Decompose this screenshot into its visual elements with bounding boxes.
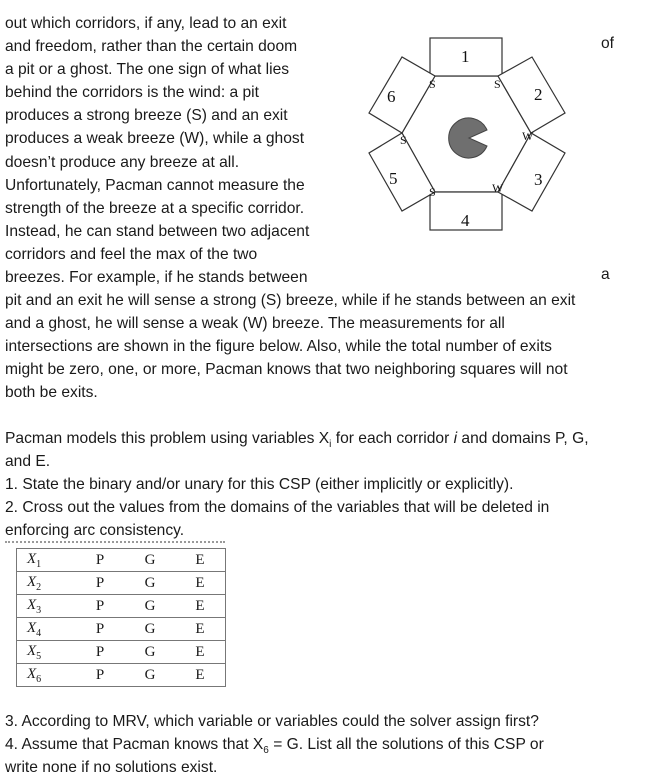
variable-subscript: 3: [36, 604, 42, 616]
text-span: = G. List all the solutions of this CSP or: [268, 736, 544, 754]
domain-value-cell[interactable]: E: [175, 549, 226, 572]
question-4: [5, 733, 544, 756]
domain-value-cell[interactable]: P: [75, 572, 125, 595]
model-paragraph: [5, 427, 589, 542]
breeze-label: W: [522, 129, 534, 143]
text-line: produces a weak breeze (W), while a ghost: [5, 130, 305, 148]
text-line: Unfortunately, Pacman cannot measure the: [5, 176, 305, 194]
text-line: produces a strong breeze (S) and an exit: [5, 107, 288, 125]
corridor-label-2: 2: [534, 85, 543, 104]
text-line: intersections are shown in the figure below. Also, while the total number of exits: [5, 338, 552, 356]
variable-name: X: [27, 642, 37, 659]
subscript: i: [329, 439, 332, 451]
text-line: and freedom, rather than the certain doom: [5, 38, 298, 56]
rest-paragraph: [5, 289, 575, 404]
domain-value-cell[interactable]: G: [125, 664, 175, 687]
corridor-label-6: 6: [387, 87, 396, 106]
question-1: 1. State the binary and/or unary for this CSP (either implicitly or explicitly).: [5, 476, 514, 494]
domain-value-cell[interactable]: E: [175, 641, 226, 664]
variable-name: X: [27, 619, 37, 636]
corridor-label-3: 3: [534, 170, 543, 189]
text-line: behind the corridors is the wind: a pit: [5, 84, 259, 102]
domain-value-cell[interactable]: P: [75, 641, 125, 664]
text-span: for each corridor: [331, 430, 454, 447]
question-2: 2. Cross out the values from the domains of the variables that will be deleted in: [5, 499, 550, 517]
text-line: a pit or a ghost. The one sign of what lies: [5, 61, 290, 79]
text-line: might be zero, one, or more, Pacman knows that two neighboring squares will not: [5, 361, 568, 379]
text-line: out which corridors, if any, lead to an exit: [5, 15, 287, 32]
breeze-label: S: [400, 133, 407, 147]
domain-value-cell[interactable]: E: [175, 595, 226, 618]
text-line: strength of the breeze at a specific corridor.: [5, 199, 305, 217]
text-line: doesn’t produce any breeze at all.: [5, 153, 240, 171]
text-line: both be exits.: [5, 384, 98, 402]
domain-row: [17, 549, 226, 572]
domain-value-cell[interactable]: P: [75, 664, 125, 687]
domain-value-cell[interactable]: G: [125, 618, 175, 641]
cropped-text-edge: [5, 541, 225, 547]
variable-cell: [17, 572, 76, 595]
corridor-diagram: [355, 36, 585, 246]
domain-value-cell[interactable]: G: [125, 572, 175, 595]
variable-cell: [17, 664, 76, 687]
domain-value-cell[interactable]: G: [125, 549, 175, 572]
italic-var: i: [453, 430, 458, 447]
domain-value-cell[interactable]: E: [175, 664, 226, 687]
corridor-label-4: 4: [461, 211, 470, 230]
intro-paragraph: [5, 12, 309, 289]
text-line: breezes. For example, if he stands between: [5, 269, 308, 287]
bottom-questions: [5, 710, 544, 779]
corridor-label-1: 1: [461, 47, 470, 66]
wrapped-word: a: [601, 266, 610, 283]
text-line: and E.: [5, 453, 51, 471]
breeze-label: S: [429, 185, 436, 199]
text-span: and domains P, G,: [457, 430, 589, 447]
variable-cell: [17, 549, 76, 572]
variable-subscript: 5: [36, 650, 42, 662]
domain-value-cell[interactable]: P: [75, 549, 125, 572]
domain-value-cell[interactable]: P: [75, 595, 125, 618]
domain-row: [17, 641, 226, 664]
text-span: 4. Assume that Pacman knows that X: [5, 736, 264, 754]
text-line: [5, 427, 589, 450]
domain-value-cell[interactable]: P: [75, 618, 125, 641]
domain-value-cell[interactable]: E: [175, 618, 226, 641]
variable-name: X: [27, 550, 37, 567]
subscript: 6: [263, 745, 269, 757]
text-line: and a ghost, he will sense a weak (W) breeze. The measurements for all: [5, 315, 505, 333]
domain-row: [17, 664, 226, 687]
variable-name: X: [27, 596, 37, 613]
variable-subscript: 1: [36, 558, 42, 570]
variable-subscript: 2: [36, 581, 42, 593]
variable-name: X: [27, 665, 37, 682]
question-2-cont: enforcing arc consistency.: [5, 522, 185, 540]
domain-row: [17, 618, 226, 641]
text-span: Pacman models this problem using variables X: [5, 430, 330, 447]
variable-cell: [17, 618, 76, 641]
domain-row: [17, 595, 226, 618]
breeze-label: S: [494, 77, 501, 91]
breeze-label: S: [429, 77, 436, 91]
breeze-label: W: [492, 181, 504, 195]
domain-value-cell[interactable]: G: [125, 641, 175, 664]
domain-value-cell[interactable]: G: [125, 595, 175, 618]
text-line: Instead, he can stand between two adjacent: [5, 222, 310, 240]
domain-table: [16, 548, 226, 687]
variable-subscript: 6: [36, 673, 42, 685]
question-4-cont: write none if no solutions exist.: [5, 759, 218, 777]
variable-subscript: 4: [36, 627, 42, 639]
domain-row: [17, 572, 226, 595]
variable-cell: [17, 595, 76, 618]
text-line: pit and an exit he will sense a strong (S) breeze, while if he stands between an exit: [5, 292, 576, 309]
variable-name: X: [27, 573, 37, 590]
wrapped-word: of: [601, 35, 615, 52]
text-line: corridors and feel the max of the two: [5, 245, 258, 263]
corridor-label-5: 5: [389, 169, 398, 188]
question-3: 3. According to MRV, which variable or variables could the solver assign first?: [5, 713, 539, 730]
variable-cell: [17, 641, 76, 664]
domain-value-cell[interactable]: E: [175, 572, 226, 595]
